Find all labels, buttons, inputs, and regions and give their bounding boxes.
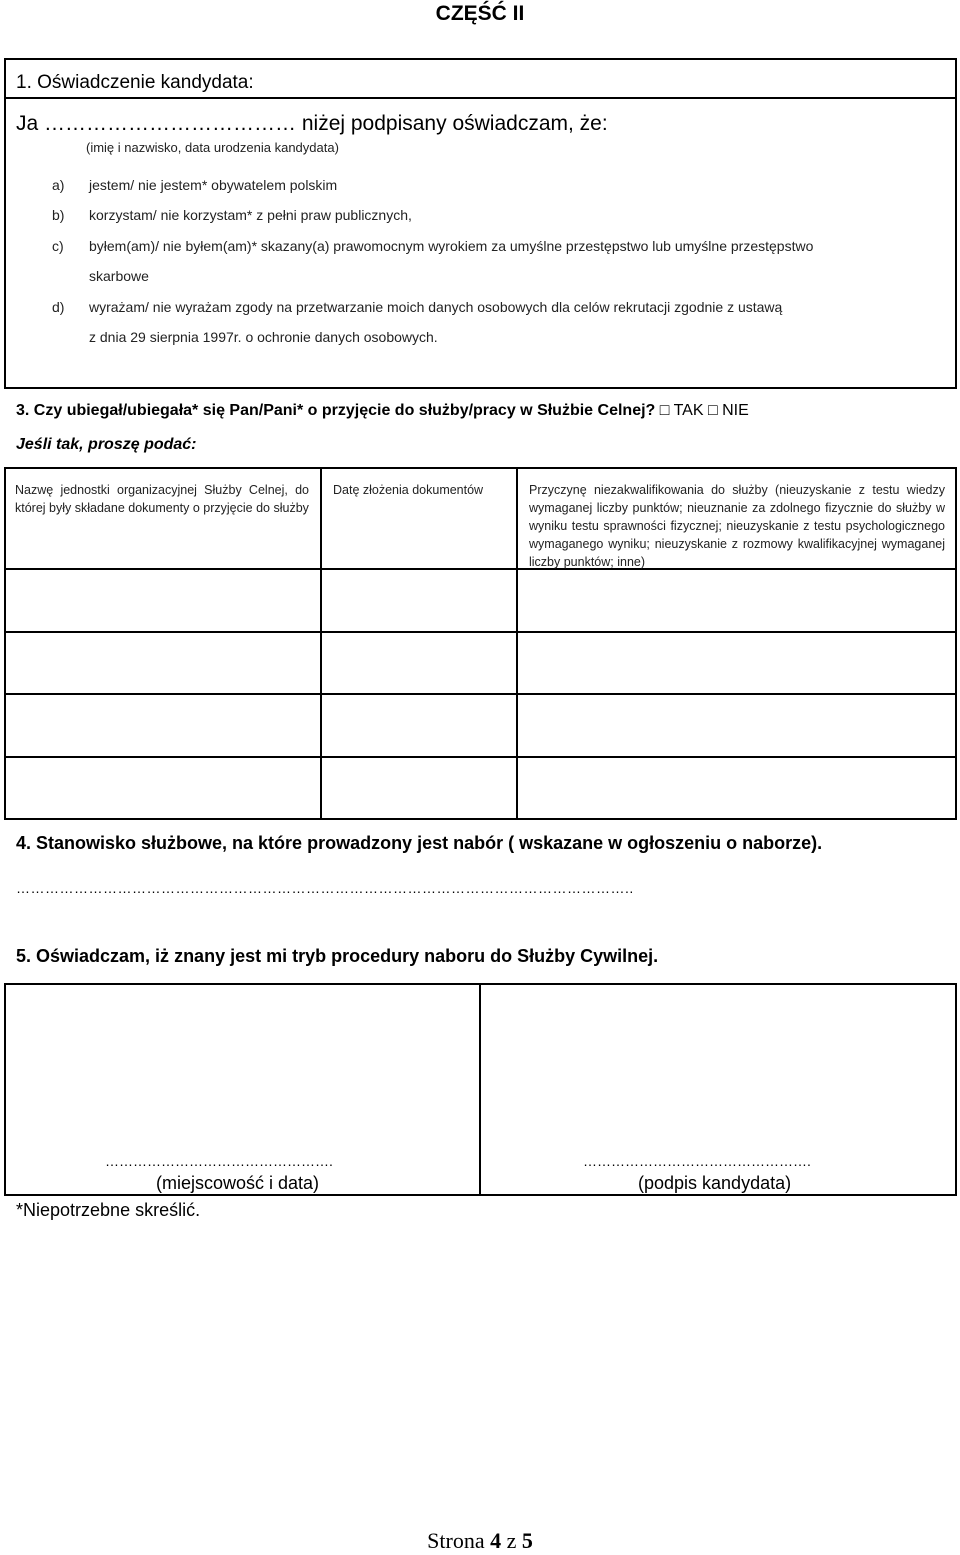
table-top-border bbox=[4, 467, 957, 469]
table-cell-reason-input[interactable] bbox=[518, 570, 954, 630]
option-tak-checkbox[interactable]: □ TAK bbox=[659, 402, 704, 419]
item-a-text: jestem/ nie jestem* obywatelem polskim bbox=[89, 177, 338, 193]
table-cell-unit-input[interactable] bbox=[6, 633, 319, 692]
box1-divider bbox=[4, 97, 957, 99]
table-right-border bbox=[955, 467, 957, 819]
section3-question-text: 3. Czy ubiegał/ubiegała* się Pan/Pani* o przyjęcie do służby/pracy w Służbie Celnej? bbox=[16, 402, 656, 419]
declaration-line: Ja ……………………………… niżej podpisany oświadczam, że: bbox=[16, 112, 608, 135]
signature-box-divider bbox=[479, 983, 481, 1195]
item-c-text-line2: skarbowe bbox=[89, 268, 149, 284]
signature-box-right bbox=[955, 983, 957, 1195]
place-date-field[interactable]: …………………………………………. bbox=[105, 1153, 333, 1169]
item-a-letter: a) bbox=[52, 177, 65, 193]
signature-box-left bbox=[4, 983, 6, 1195]
item-d-text-line2: z dnia 29 sierpnia 1997r. o ochronie danych osobowych. bbox=[89, 329, 438, 345]
table-cell-date-input[interactable] bbox=[322, 633, 515, 692]
table-header-date: Datę złożenia dokumentów bbox=[333, 483, 484, 497]
section3-subheading: Jeśli tak, proszę podać: bbox=[16, 436, 197, 453]
section4-heading: 4. Stanowisko służbowe, na które prowadzony jest nabór ( wskazane w ogłoszeniu o naborze). bbox=[16, 833, 823, 853]
place-date-caption: (miejscowość i data) bbox=[156, 1173, 320, 1193]
table-cell-unit-input[interactable] bbox=[6, 758, 319, 817]
item-c-text-line1: byłem(am)/ nie byłem(am)* skazany(a) prawomocnym wyrokiem za umyślne przestępstwo lub umyślne przestępstwo bbox=[89, 238, 814, 254]
page-title: CZĘŚĆ II bbox=[435, 2, 525, 25]
table-cell-date-input[interactable] bbox=[322, 695, 515, 755]
signature-field[interactable]: …………………………………………. bbox=[583, 1153, 811, 1169]
option-nie-checkbox[interactable]: □ NIE bbox=[707, 402, 749, 419]
footnote: *Niepotrzebne skreślić. bbox=[16, 1200, 201, 1220]
table-cell-reason-input[interactable] bbox=[518, 695, 954, 755]
table-cell-date-input[interactable] bbox=[322, 758, 515, 817]
section1-heading: 1. Oświadczenie kandydata: bbox=[16, 72, 254, 93]
signature-caption: (podpis kandydata) bbox=[638, 1173, 792, 1193]
page-number-prefix: Strona bbox=[427, 1528, 491, 1553]
box1-bottom-border bbox=[4, 387, 957, 389]
item-c-letter: c) bbox=[52, 238, 64, 254]
table-header-unit: Nazwę jednostki organizacyjnej Służby Celnej, do której były składane dokumenty o przyjęcie do służby bbox=[15, 483, 309, 515]
page-number bbox=[0, 1528, 960, 1554]
page-number-sep: z bbox=[501, 1528, 522, 1553]
box1-left-border bbox=[4, 58, 6, 388]
item-d-letter: d) bbox=[52, 299, 65, 315]
table-cell-unit-input[interactable] bbox=[6, 570, 319, 630]
box1-top-border bbox=[4, 58, 957, 60]
item-d-text-line1: wyrażam/ nie wyrażam zgody na przetwarzanie moich danych osobowych dla celów rekrutacji zgodnie z ustawą bbox=[89, 299, 783, 315]
position-field[interactable]: ……………………………………………………………………………………………………………….. bbox=[16, 880, 634, 896]
table-bottom-border bbox=[4, 818, 957, 820]
table-cell-date-input[interactable] bbox=[322, 570, 515, 630]
table-cell-unit-input[interactable] bbox=[6, 695, 319, 755]
table-cell-reason-input[interactable] bbox=[518, 633, 954, 692]
table-header-reason: Przyczynę niezakwalifikowania do służby (nieuzyskanie z testu wiedzy wymaganej liczby punktów; nieuznanie za zdolnego fizycznie do służby w wyniku testu sprawności fizycznej; nieuzyskanie z testu psychologicznego wymaganego wyniku; nieuzyskanie z rozmowy kwalifikacyjnej wymaganej liczby punktów; inne) bbox=[529, 483, 945, 569]
section5-heading: 5. Oświadczam, iż znany jest mi tryb procedury naboru do Służby Cywilnej. bbox=[16, 946, 659, 966]
page-number-current: 4 bbox=[490, 1528, 502, 1553]
item-b-text: korzystam/ nie korzystam* z pełni praw publicznych, bbox=[89, 207, 412, 223]
box1-right-border bbox=[955, 58, 957, 388]
table-cell-reason-input[interactable] bbox=[518, 758, 954, 817]
section3-question bbox=[16, 402, 749, 420]
page-number-total: 5 bbox=[521, 1528, 533, 1553]
declaration-hint: (imię i nazwisko, data urodzenia kandydata) bbox=[86, 140, 339, 155]
item-b-letter: b) bbox=[52, 207, 65, 223]
